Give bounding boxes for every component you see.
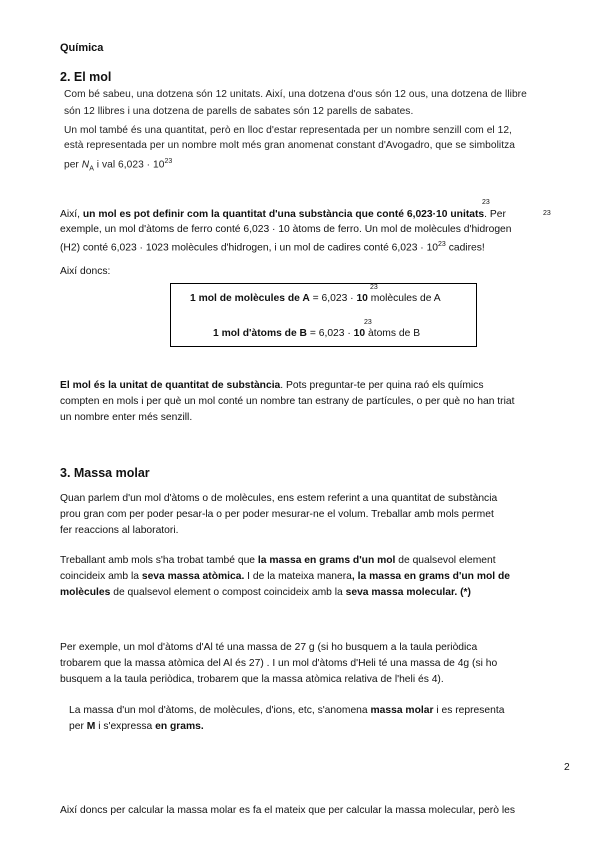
- avogadro-line-2: està representada per un nombre molt més gran anomenat constant d'Avogadro, que se simbolitza: [64, 140, 515, 151]
- definition-bold: un mol es pot definir com la quantitat d'una substància que conté 6,023·10 unitats: [82, 209, 485, 220]
- avogadro-value: i val 6,023 · 10: [93, 159, 165, 171]
- p4-l1-pre: La massa d'un mol d'àtoms, de molècules, d'ions, etc, s'anomena: [69, 705, 371, 716]
- p2-l3-mid: de qualsevol element o compost coincideix amb la: [110, 587, 346, 598]
- mol-unit-line-2: compten en mols i per què un mol conté un nombre tan estrany de partícules, o per què no han triat: [60, 396, 515, 407]
- box-line-1-bold: 1 mol de molècules de A: [190, 293, 310, 304]
- p2-l1-post: de qualsevol element: [395, 555, 496, 566]
- box-line-2-value: = 6,023 ·: [307, 328, 354, 339]
- mol-unit-line-1: [60, 378, 483, 394]
- box-line-2-tail: àtoms de B: [365, 328, 421, 339]
- p4-l2-bold: M: [86, 721, 96, 732]
- aixi-doncs-label: Així doncs:: [60, 266, 111, 277]
- massa-molar-p2-line-1: [60, 553, 496, 569]
- subject-header: Química: [60, 42, 104, 54]
- p2-l1-bold: la massa en grams d'un mol: [257, 555, 396, 566]
- massa-molar-p2-line-2: [60, 569, 510, 585]
- definition-post: . Per: [484, 209, 506, 220]
- box-line-2-exponent: 23: [364, 319, 372, 326]
- box-line-1-value: = 6,023 ·: [309, 293, 357, 304]
- p4-l2-mid: i s'expressa: [95, 721, 156, 732]
- p4-l2-pre: per: [69, 721, 87, 732]
- definition-l3-post: cadires!: [445, 242, 485, 254]
- section-title-mol: 2. El mol: [60, 70, 112, 84]
- avogadro-per: per: [64, 159, 82, 171]
- example-line-3: busquem a la taula periòdica, trobarem que la massa atòmica relativa de l'heli és 4).: [60, 674, 444, 685]
- p4-l1-bold: massa molar: [370, 705, 434, 716]
- avogadro-line-1: Un mol també és una quantitat, però en lloc d'estar representada per un nombre senzill com el 12,: [64, 125, 512, 136]
- massa-molar-p1-line-3: fer reaccions al laboratori.: [60, 525, 179, 536]
- p2-l3-bold2: seva massa molecular. (*): [345, 587, 471, 598]
- massa-molar-p2-line-3: [60, 585, 471, 601]
- p2-l2-bold2: , la massa en grams d'un mol de: [351, 571, 511, 582]
- p2-l2-pre: coincideix amb la: [60, 571, 142, 582]
- definition-l3-exp: 23: [438, 241, 446, 248]
- definition-massa-molar-line-2: [69, 719, 204, 735]
- definition-line-2: exemple, un mol d'àtoms de ferro conté 6,023 · 10 àtoms de ferro. Un mol de molècules d'hidrogen: [60, 224, 512, 235]
- p4-l1-post: i es representa: [433, 705, 505, 716]
- box-line-1-exponent: 23: [370, 284, 378, 291]
- example-line-1: Per exemple, un mol d'àtoms d'Al té una massa de 27 g (si ho busquem a la taula periòdica: [60, 642, 478, 653]
- definition-line-3: [60, 237, 485, 256]
- p2-l2-bold: seva massa atòmica.: [141, 571, 245, 582]
- definition-pre: Així,: [60, 209, 83, 220]
- definition-exponent-2: 23: [543, 210, 551, 217]
- p2-l2-mid: I de la mateixa manera: [244, 571, 352, 582]
- avogadro-exponent: 23: [164, 158, 173, 165]
- mol-unit-rest: . Pots preguntar-te per quina raó els químics: [280, 380, 484, 391]
- box-line-2: [213, 326, 420, 342]
- mol-unit-bold: El mol és la unitat de quantitat de substància: [60, 380, 281, 391]
- box-line-2-ten: 10: [353, 328, 366, 339]
- definition-l3-pre: (H2) conté 6,023 · 1023 molècules d'hidrogen, i un mol de cadires conté 6,023 · 10: [60, 242, 439, 254]
- p2-l3-bold: molècules: [60, 587, 111, 598]
- avogadro-symbol-n: N: [81, 159, 90, 171]
- definition-exponent: 23: [482, 199, 490, 206]
- massa-molar-p1-line-2: prou gran com per poder pesar-la o per poder mesurar-ne el volum. Treballar amb mols permet: [60, 509, 494, 520]
- box-line-1: [190, 291, 441, 307]
- definition-massa-molar-line-1: [69, 703, 504, 719]
- next-page-line: Així doncs per calcular la massa molar es fa el mateix que per calcular la massa molecular, però les: [60, 805, 515, 816]
- example-line-2: trobarem que la massa atòmica del Al és 27) . I un mol d'àtoms d'Heli té una massa de 4g (si ho: [60, 658, 498, 669]
- box-line-1-tail: molècules de A: [367, 293, 441, 304]
- box-line-1-ten: 10: [356, 293, 368, 304]
- avogadro-line-3: [64, 153, 172, 177]
- section-title-massa-molar: 3. Massa molar: [60, 466, 150, 480]
- mol-unit-line-3: un nombre enter més senzill.: [60, 412, 193, 423]
- p4-l2-bold2: en grams.: [155, 721, 204, 732]
- definition-line-1: [60, 207, 506, 223]
- avogadro-symbol-a: A: [89, 165, 94, 173]
- intro-paragraph-dotzena: Com bé sabeu, una dotzena són 12 unitats. Així, una dotzena d'ous són 12 ous, una dotzena de llibre són 12 llibres i una dotzena de parells de sabates són 12 parells de sabates.: [64, 89, 527, 117]
- massa-molar-p1-line-1: Quan parlem d'un mol d'àtoms o de molècules, ens estem referint a una quantitat de substància: [60, 493, 498, 504]
- p2-l1-pre: Treballant amb mols s'ha trobat també que: [60, 555, 258, 566]
- page-number: 2: [564, 762, 570, 773]
- box-line-2-bold: 1 mol d'àtoms de B: [213, 328, 307, 339]
